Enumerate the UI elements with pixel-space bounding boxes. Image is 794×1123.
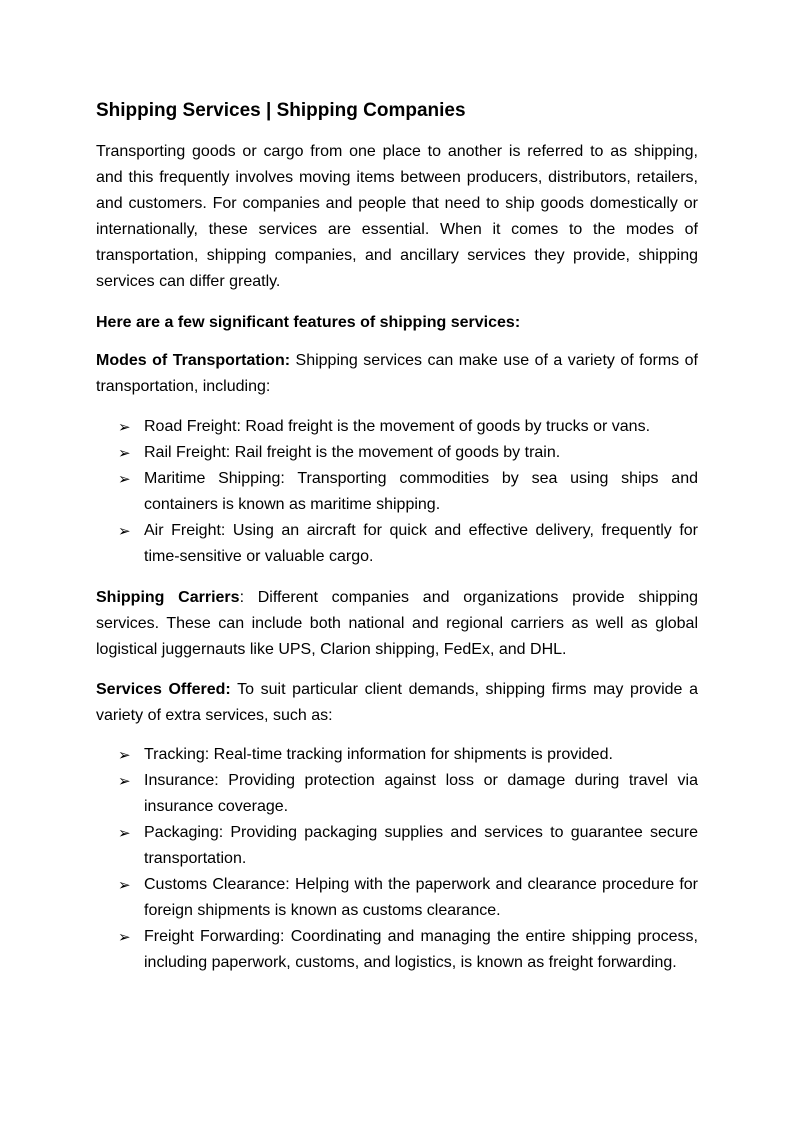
carriers-paragraph — [96, 585, 698, 663]
list-item: ➢ Road Freight: Road freight is the movement of goods by trucks or vans. — [96, 414, 698, 440]
features-heading: Here are a few significant features of shipping services: — [96, 314, 521, 331]
arrow-bullet-icon: ➢ — [118, 824, 131, 842]
list-item: ➢ Rail Freight: Rail freight is the movement of goods by train. — [96, 440, 698, 466]
services-paragraph — [96, 677, 698, 729]
modes-label: Modes of Transportation: — [96, 352, 291, 369]
arrow-bullet-icon: ➢ — [118, 876, 131, 894]
modes-list — [96, 414, 698, 570]
list-item: ➢ Packaging: Providing packaging supplies and services to guarantee secure transportation. — [96, 820, 698, 872]
arrow-bullet-icon: ➢ — [118, 928, 131, 946]
list-item: ➢ Tracking: Real-time tracking information for shipments is provided. — [96, 742, 698, 768]
carriers-text: : Different companies and organizations provide shipping services. These can include both national and regional carriers as well as global logistical juggernauts like UPS, Clarion shipping, FedEx, and DHL. — [96, 589, 699, 658]
intro-paragraph: Transporting goods or cargo from one place to another is referred to as shipping, and this frequently involves moving items between producers, distributors, retailers, and customers. For companies and people that need to ship goods domestically or internationally, these services are essential. When it comes to the modes of transportation, shipping companies, and ancillary services they provide, shipping services can differ greatly. — [96, 143, 698, 290]
list-item: ➢ Customs Clearance: Helping with the paperwork and clearance procedure for foreign shipments is known as customs clearance. — [96, 872, 698, 924]
carriers-label: Shipping Carriers — [96, 589, 240, 606]
list-item: ➢ Freight Forwarding: Coordinating and managing the entire shipping process, including paperwork, customs, and logistics, is known as freight forwarding. — [96, 924, 698, 976]
arrow-bullet-icon: ➢ — [118, 772, 131, 790]
list-item: ➢ Maritime Shipping: Transporting commodities by sea using ships and containers is known as maritime shipping. — [96, 466, 698, 518]
list-item: ➢ Air Freight: Using an aircraft for quick and effective delivery, frequently for time-sensitive or valuable cargo. — [96, 518, 698, 570]
arrow-bullet-icon: ➢ — [118, 746, 131, 764]
arrow-bullet-icon: ➢ — [118, 418, 131, 436]
services-list — [96, 742, 698, 976]
arrow-bullet-icon: ➢ — [118, 522, 131, 540]
services-label: Services Offered: — [96, 681, 231, 698]
modes-paragraph — [96, 348, 698, 400]
arrow-bullet-icon: ➢ — [118, 470, 131, 488]
modes-text: Shipping services can make use of a variety of forms of transportation, including: — [96, 352, 699, 395]
page-title: Shipping Services | Shipping Companies — [96, 100, 466, 121]
services-text: To suit particular client demands, shipping firms may provide a variety of extra services, such as: — [96, 681, 698, 724]
arrow-bullet-icon: ➢ — [118, 444, 131, 462]
list-item: ➢ Insurance: Providing protection against loss or damage during travel via insurance coverage. — [96, 768, 698, 820]
